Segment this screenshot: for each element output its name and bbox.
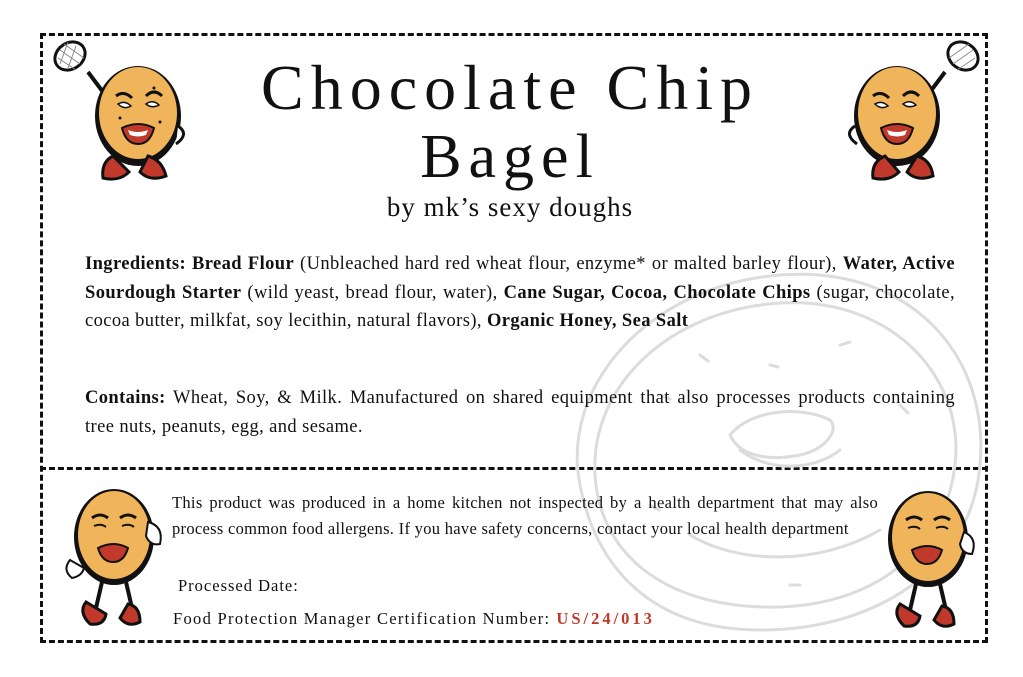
- product-title-line-2: Bagel: [420, 123, 600, 191]
- ingredient-detail: (wild yeast, bread flour, water),: [247, 282, 498, 303]
- certification-line: [173, 609, 655, 629]
- bagel-mascot-icon: [62, 482, 167, 634]
- ingredient-detail: (Unbleached hard red wheat flour, enzyme* or malted barley flour),: [300, 254, 837, 274]
- ingredient-name: Water, Active Sourdough Starter: [85, 254, 955, 303]
- ingredients-label: Ingredients:: [85, 254, 187, 274]
- ingredient-name: Cane Sugar, Cocoa, Chocolate Chips: [503, 282, 811, 303]
- certification-label: Food Protection Manager Certification Number:: [173, 609, 551, 628]
- allergen-statement: [85, 384, 955, 442]
- ingredient-name: Organic Honey, Sea Salt: [486, 311, 689, 331]
- product-title-line-1: Chocolate Chip: [261, 52, 759, 123]
- ingredient-name: Bread Flour: [192, 254, 295, 274]
- ingredient-detail: (sugar, chocolate, cocoa butter, milkfat, soy lecithin, natural flavors),: [85, 282, 955, 331]
- home-kitchen-notice: This product was produced in a home kitchen not inspected by a health department that may also process common food allergens. If you have safety concerns, contact your local health department: [172, 493, 878, 538]
- contains-label: Contains:: [85, 388, 166, 408]
- contains-text: Wheat, Soy, & Milk. Manufactured on shared equipment that also processes products containing tree nuts, peanuts, egg, and sesame.: [85, 388, 955, 437]
- ingredients-paragraph: [85, 250, 955, 336]
- processed-date-label: Processed Date:: [178, 576, 299, 595]
- bagel-mascot-tennis-icon: [845, 38, 985, 188]
- brand-byline: by mk’s sexy doughs: [386, 192, 634, 222]
- bagel-mascot-icon: [880, 484, 980, 634]
- certification-number: US/24/013: [556, 609, 655, 628]
